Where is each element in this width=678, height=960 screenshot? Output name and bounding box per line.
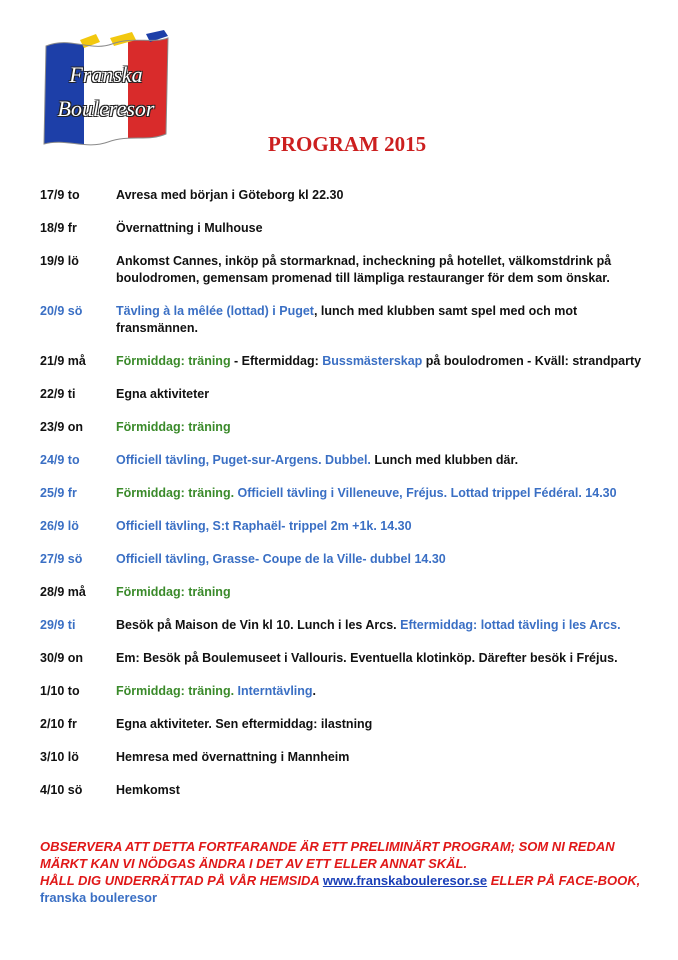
schedule-date: 22/9 ti [40,387,76,401]
schedule-date: 4/10 sö [40,783,83,797]
schedule-text-part: Förmiddag: träning. [116,684,235,698]
schedule-date: 3/10 lö [40,750,79,764]
schedule-description [116,551,660,568]
schedule-text-part: Övernattning i Mulhouse [116,221,263,235]
schedule-description [116,584,660,601]
schedule-description [116,452,660,469]
schedule-row [40,303,660,337]
schedule-row [40,518,660,535]
schedule-date: 17/9 to [40,188,80,202]
schedule-date: 27/9 sö [40,552,83,566]
schedule-text-part: Eftermiddag: lottad tävling i les Arcs. [396,618,621,632]
schedule-description [116,253,660,287]
schedule-row [40,617,660,634]
schedule-text-part: Förmiddag: träning [116,585,231,599]
facebook-link[interactable]: franska bouleresor [40,890,158,905]
notice-line-2-suffix: ELLER PÅ FACE-BOOK, [487,873,641,888]
schedule-date: 29/9 ti [40,618,76,632]
schedule-text-part: Hemkomst [116,783,180,797]
schedule-text-part: Förmiddag: träning [116,420,231,434]
schedule-description [116,518,660,535]
schedule-text-part: Interntävling [234,684,313,698]
schedule-text-part: Förmiddag: träning. [116,486,235,500]
schedule-row [40,419,660,436]
schedule-list [40,187,660,815]
notice-text [40,838,660,906]
schedule-description [116,485,660,502]
schedule-text-part: Officiell tävling i Villeneuve, Fréjus. Lottad trippel Fédéral. 14.30 [234,486,617,500]
schedule-date: 18/9 fr [40,221,77,235]
schedule-text-part: Officiell tävling, Puget-sur-Argens. Dubbel. [116,453,371,467]
schedule-date: 23/9 on [40,420,84,434]
schedule-text-part: Officiell tävling, S:t Raphaël- trippel 2m +1k. 14.30 [116,519,412,533]
schedule-date: 28/9 må [40,585,86,599]
notice-line-1: OBSERVERA ATT DETTA FORTFARANDE ÄR ETT PRELIMINÄRT PROGRAM; SOM NI REDAN MÄRKT KAN VI NÖDGAS ÄNDRA I DET AV ETT ELLER ANNAT SKÄL. [40,839,615,871]
schedule-text-part: Egna aktiviteter [116,387,210,401]
schedule-text-part: Em: Besök på Boulemuseet i Vallouris. Eventuella klotinköp. Därefter besök i Fréjus. [116,651,618,665]
schedule-description [116,386,660,403]
schedule-row [40,782,660,799]
schedule-text-part: Lunch med klubben där. [370,453,519,467]
schedule-text-part: Tävling à la mêlée (lottad) i Puget [116,304,314,318]
schedule-row [40,485,660,502]
schedule-date: 26/9 lö [40,519,79,533]
schedule-description [116,303,660,337]
schedule-row [40,683,660,700]
schedule-text-part: Bussmästerskap [322,354,423,368]
schedule-text-part: . [312,684,317,698]
schedule-row [40,386,660,403]
flag-graphic [40,30,172,150]
schedule-description [116,187,660,204]
schedule-description [116,353,660,370]
schedule-description [116,683,660,700]
schedule-text-part: - Eftermiddag: [230,354,323,368]
schedule-row [40,187,660,204]
schedule-date: 2/10 fr [40,717,77,731]
schedule-row [40,353,660,370]
schedule-row [40,584,660,601]
logo-line-1: Franska [69,62,143,87]
schedule-date: 25/9 fr [40,486,77,500]
schedule-description [116,419,660,436]
schedule-row [40,452,660,469]
schedule-text-part: Egna aktiviteter. Sen eftermiddag: ilastning [116,717,373,731]
notice-line-2-prefix: HÅLL DIG UNDERRÄTTAD PÅ VÅR HEMSIDA [40,873,323,888]
schedule-row [40,220,660,237]
schedule-description [116,650,660,667]
schedule-text-part: Besök på Maison de Vin kl 10. Lunch i les Arcs. [116,618,397,632]
schedule-description [116,617,660,634]
logo-line-2: Bouleresor [57,96,155,121]
schedule-date: 20/9 sö [40,304,83,318]
schedule-description [116,220,660,237]
schedule-row [40,716,660,733]
schedule-date: 1/10 to [40,684,80,698]
schedule-row [40,749,660,766]
schedule-text-part: Förmiddag: träning [116,354,231,368]
schedule-text-part: Avresa med början i Göteborg kl 22.30 [116,188,344,202]
schedule-text-part: Officiell tävling, Grasse- Coupe de la Ville- dubbel 14.30 [116,552,446,566]
schedule-date: 30/9 on [40,651,84,665]
schedule-text-part: Ankomst Cannes, inköp på stormarknad, incheckning på hotellet, välkomstdrink på boulodromen, gemensam promenad till lämpliga restauranger för dem som önskar. [116,254,612,285]
schedule-text-part: , lunch med klubben samt spel med och mot fransmännen. [116,304,578,335]
schedule-text-part: på boulodromen - Kväll: strandparty [422,354,642,368]
schedule-row [40,551,660,568]
schedule-date: 24/9 to [40,453,80,467]
schedule-description [116,716,660,733]
logo [40,30,172,150]
schedule-description [116,782,660,799]
schedule-row [40,253,660,287]
schedule-date: 19/9 lö [40,254,79,268]
schedule-date: 21/9 må [40,354,86,368]
schedule-text-part: Hemresa med övernattning i Mannheim [116,750,350,764]
schedule-description [116,749,660,766]
page-title: PROGRAM 2015 [268,132,427,156]
website-link[interactable]: www.franskabouleresor.se [322,873,488,888]
schedule-row [40,650,660,667]
